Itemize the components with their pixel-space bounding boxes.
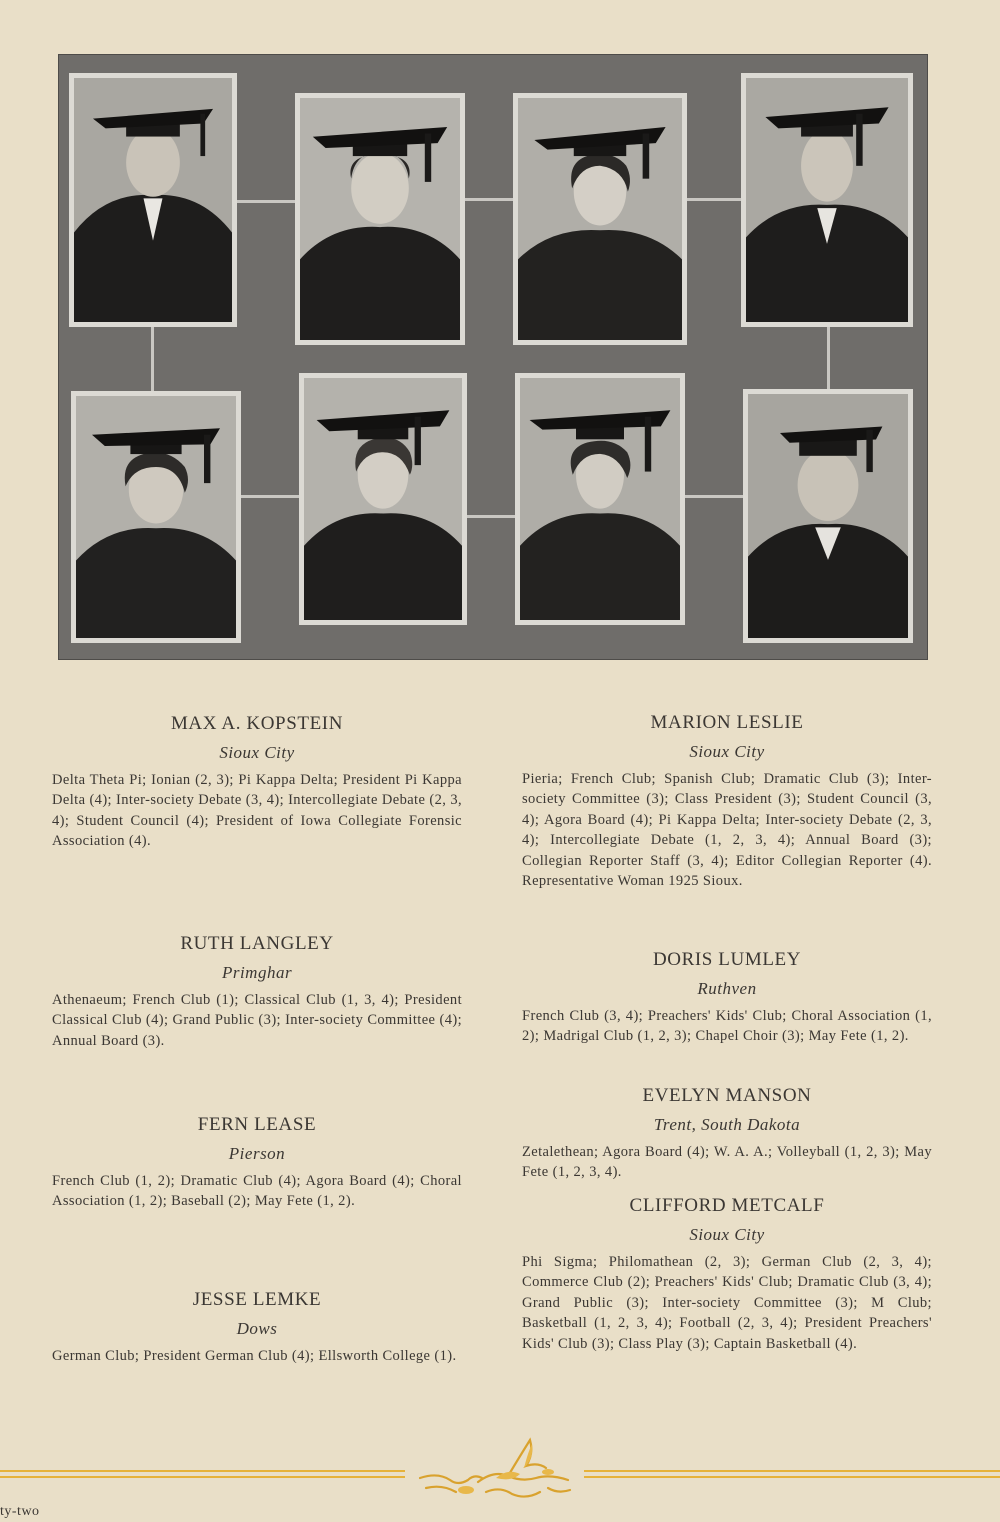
entry-kopstein: [52, 712, 462, 852]
connector-line: [465, 198, 515, 201]
connector-line: [827, 323, 830, 391]
entry-leslie: [522, 711, 932, 891]
portrait-photo-kopstein: [69, 73, 237, 327]
ornament-icon: [408, 1432, 582, 1506]
student-name: MARION LESLIE: [650, 712, 804, 733]
student-name: MAX A. KOPSTEIN: [170, 713, 344, 734]
student-name: DORIS LUMLEY: [652, 949, 802, 970]
student-name: RUTH LANGLEY: [180, 933, 334, 954]
footer-rule-left: [0, 1470, 405, 1472]
portrait-photo-manson: [513, 93, 687, 345]
footer-rule-right: [584, 1476, 1000, 1478]
student-activities: French Club (1, 2); Dramatic Club (4); Agora Board (4); Choral Association (1, 2); Baseball (2); May Fete (1, 2).: [52, 1173, 462, 1210]
connector-line: [241, 495, 299, 498]
student-activities: Athenaeum; French Club (1); Classical Club (1, 3, 4); President Classical Club (4); Grand Public (3); Inter-society Committee (4); Annual Board (3).: [52, 992, 462, 1049]
student-hometown: Sioux City: [219, 743, 295, 762]
portrait-photo-metcalf: [741, 73, 913, 327]
portrait-panel: [58, 54, 928, 660]
student-name: FERN LEASE: [197, 1114, 317, 1135]
portrait-photo-langley: [71, 391, 241, 643]
connector-line: [467, 515, 517, 518]
student-hometown: Dows: [236, 1319, 278, 1338]
connector-line: [683, 495, 743, 498]
connector-line: [151, 325, 154, 391]
portrait-photo-leslie: [295, 93, 465, 345]
entry-langley: [52, 932, 462, 1051]
student-activities: French Club (3, 4); Preachers' Kids' Club; Choral Association (1, 2); Madrigal Club (1, 2, 3); Chapel Choir (3); May Fete (1, 2).: [522, 1008, 932, 1045]
student-hometown: Sioux City: [689, 1225, 765, 1244]
connector-line: [685, 198, 741, 201]
footer-rule-right: [584, 1470, 1000, 1472]
student-hometown: Ruthven: [697, 979, 757, 998]
student-hometown: Sioux City: [689, 742, 765, 761]
student-activities: German Club; President German Club (4); Ellsworth College (1).: [52, 1348, 457, 1364]
entry-lumley: [522, 948, 932, 1047]
portrait-photo-lease: [299, 373, 467, 625]
footer-rule-left: [0, 1476, 405, 1478]
student-activities: Pieria; French Club; Spanish Club; Dramatic Club (3); Inter-society Committee (3); Class President (3); Student Council (3, 4); Agora Board (4); Pi Kappa Delta; Inter-society Debate (2, 3, 4); Intercollegiate Debate (1, 2, 3, 4); Annual Board (3); Collegian Reporter Staff (3, 4); Editor Collegian Reporter (4). Representative Woman 1925 Sioux.: [522, 771, 932, 890]
page-number: ty-two: [0, 1504, 40, 1519]
student-activities: Phi Sigma; Philomathean (2, 3); German Club (2, 3, 4); Commerce Club (2); Preachers' Kids' Club; Dramatic Club (3, 4); Grand Public (3); Inter-society Committee (3); M Club; Basketball (1, 2, 3, 4); Football (2, 3, 4); President Preachers' Kids' Club (3); Class Play (3); Captain Basketball (4).: [522, 1254, 932, 1352]
entry-manson: [522, 1084, 932, 1183]
connector-line: [237, 200, 297, 203]
entry-lemke: [52, 1288, 462, 1366]
student-hometown: Pierson: [228, 1144, 286, 1163]
portrait-photo-lumley: [515, 373, 685, 625]
entry-lease: [52, 1113, 462, 1212]
student-name: CLIFFORD METCALF: [629, 1195, 825, 1216]
student-hometown: Trent, South Dakota: [653, 1115, 801, 1134]
student-name: JESSE LEMKE: [192, 1289, 322, 1310]
entry-metcalf: [522, 1194, 932, 1354]
student-activities: Zetalethean; Agora Board (4); W. A. A.; Volleyball (1, 2, 3); May Fete (1, 2, 3, 4).: [522, 1144, 932, 1181]
student-name: EVELYN MANSON: [642, 1085, 812, 1106]
student-activities: Delta Theta Pi; Ionian (2, 3); Pi Kappa Delta; President Pi Kappa Delta (4); Inter-society Debate (3, 4); Intercollegiate Debate (2, 3, 4); Student Council (4); President of Iowa Collegiate Forensic Association (4).: [52, 772, 462, 850]
portrait-photo-lemke: [743, 389, 913, 643]
student-hometown: Primghar: [221, 963, 293, 982]
